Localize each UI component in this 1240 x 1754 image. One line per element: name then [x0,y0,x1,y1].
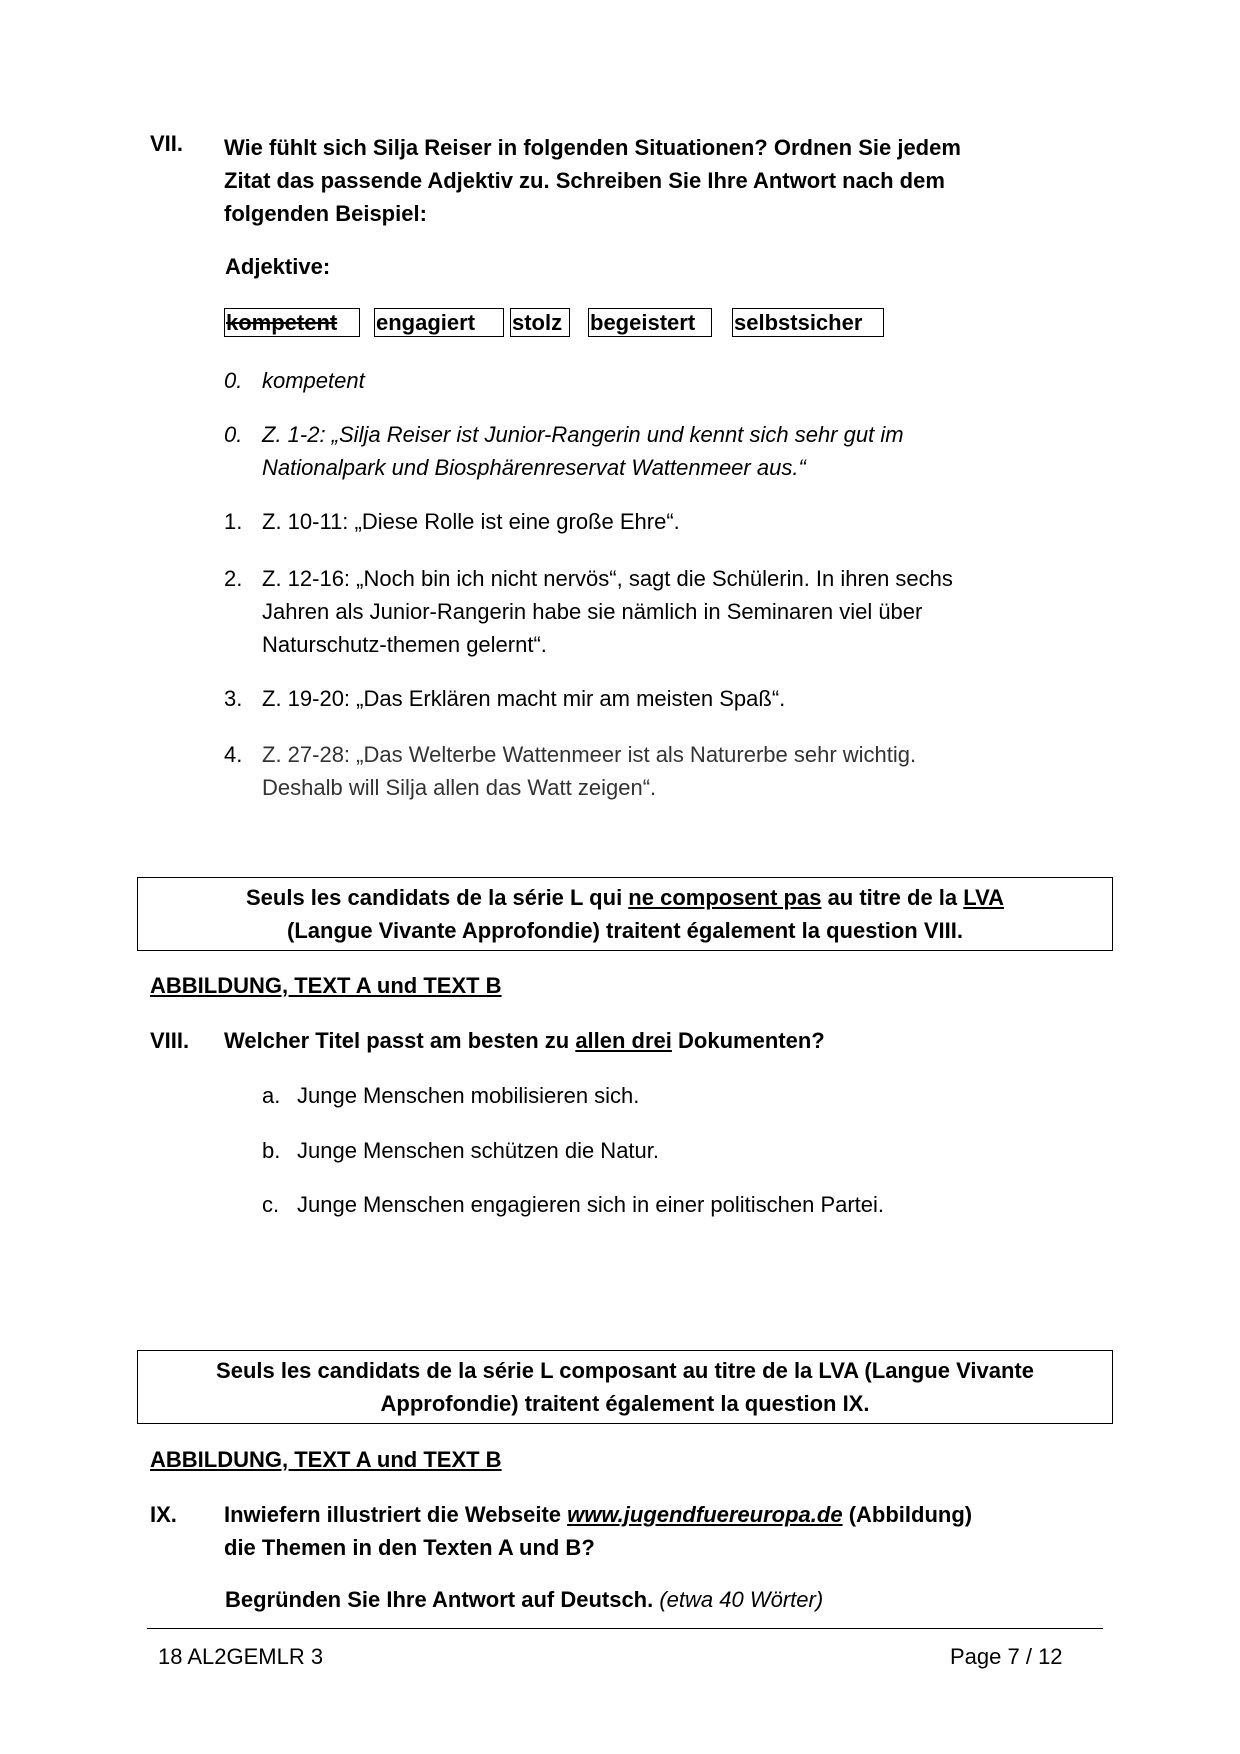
option-c-letter: c. [262,1192,280,1217]
item-line: Z. 27-28: „Das Welterbe Wattenmeer ist als Naturerbe sehr wichtig. [262,742,917,767]
example-quote-line: Nationalpark und Biosphärenreservat Wattenmeer aus.“ [262,455,806,480]
notice-line: (Langue Vivante Approfondie) traitent également la question VIII. [287,918,963,943]
question-8-part: Welcher Titel passt am besten zu [224,1028,576,1053]
item-line: Z. 19-20: „Das Erklären macht mir am meisten Spaß“. [262,686,786,711]
option-b-text: Junge Menschen schützen die Natur. [297,1138,660,1163]
adjective-box-stolz: stolz [510,308,570,337]
adjective-box-selbstsicher: selbstsicher [732,308,884,337]
example-quote-number: 0. [224,422,243,447]
notice-box-question-9 [137,1350,1113,1424]
word-count-note: (etwa 40 Wörter) [659,1587,824,1612]
item-1-text [262,505,680,538]
notice-emphasis: ne composent pas [628,885,822,910]
footer-code: 18 AL2GEMLR 3 [158,1644,324,1669]
question-7-line: Wie fühlt sich Silja Reiser in folgenden Situationen? Ordnen Sie jedem [224,135,961,160]
example-quote-line: Z. 1-2: „Silja Reiser ist Junior-Rangerin und kennt sich sehr gut im [262,422,904,447]
question-7-line: folgenden Beispiel: [224,201,427,226]
option-b-letter: b. [262,1138,281,1163]
item-line: Z. 12-16: „Noch bin ich nicht nervös“, sagt die Schülerin. In ihren sechs [262,566,953,591]
footer-page-number: Page 7 / 12 [950,1644,1063,1669]
item-4-text [262,738,916,804]
adjectives-heading: Adjektive: [225,254,331,279]
question-7-line: Zitat das passende Adjektiv zu. Schreiben Sie Ihre Antwort nach dem [224,168,945,193]
option-a-letter: a. [262,1083,281,1108]
question-9-line [224,1498,972,1531]
question-8-number: VIII. [150,1028,190,1053]
adjective-box-engagiert: engagiert [374,308,504,337]
notice-text: Seuls les candidats de la série L qui [245,885,629,910]
notice-text: au titre de la [821,885,964,910]
question-7-text [224,131,1124,230]
question-7-number: VII. [150,131,184,156]
example-answer-number: 0. [224,368,243,393]
option-a-text: Junge Menschen mobilisieren sich. [297,1083,640,1108]
notice-line: Approfondie) traitent également la question IX. [380,1391,870,1416]
website-link[interactable]: www.jugendfuereuropa.de [567,1502,843,1527]
item-2-number: 2. [224,566,243,591]
example-answer: kompetent [262,368,365,393]
notice-line: Seuls les candidats de la série L composant au titre de la LVA (Langue Vivante [216,1358,1034,1383]
item-3-number: 3. [224,686,243,711]
item-2-text [262,562,953,661]
question-9-part: Inwiefern illustriert die Webseite [224,1502,568,1527]
question-9-line: die Themen in den Texten A und B? [224,1535,595,1560]
item-line: Naturschutz-themen gelernt“. [262,632,547,657]
question-8-part: Dokumenten? [671,1028,825,1053]
item-line: Deshalb will Silja allen das Watt zeigen“. [262,775,657,800]
question-8-text [224,1028,825,1054]
option-c-text: Junge Menschen engagieren sich in einer politischen Partei. [297,1192,885,1217]
question-9-instruction [225,1587,823,1613]
adjective-box-kompetent: kompetent [224,308,360,337]
footer-divider [147,1628,1103,1629]
notice-box-question-8 [137,877,1113,951]
item-1-number: 1. [224,509,243,534]
question-9-number: IX. [150,1502,177,1527]
item-line: Z. 10-11: „Diese Rolle ist eine große Ehre“. [262,509,680,534]
example-quote [262,418,904,484]
question-8-emphasis: allen drei [575,1028,672,1053]
section-heading-8: ABBILDUNG, TEXT A und TEXT B [150,973,502,998]
question-9-part: (Abbildung) [842,1502,973,1527]
notice-line [138,881,1112,914]
question-9-text [224,1498,972,1564]
section-heading-9: ABBILDUNG, TEXT A und TEXT B [150,1447,502,1472]
adjective-box-begeistert: begeistert [588,308,712,337]
instruction-text: Begründen Sie Ihre Antwort auf Deutsch. [225,1587,654,1612]
item-line: Jahren als Junior-Rangerin habe sie nämlich in Seminaren viel über [262,599,923,624]
item-3-text [262,682,785,715]
item-4-number: 4. [224,742,243,767]
notice-emphasis: LVA [963,885,1005,910]
